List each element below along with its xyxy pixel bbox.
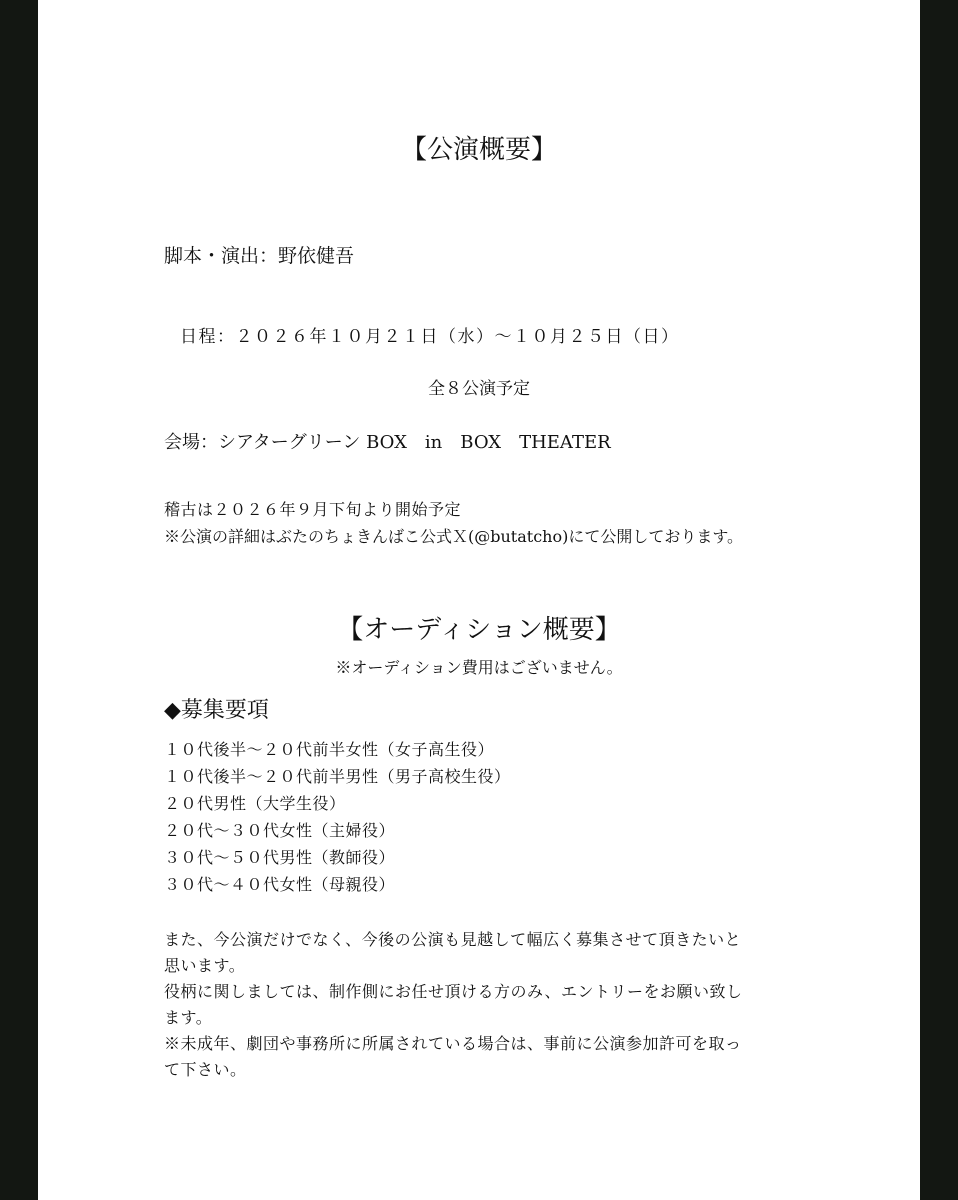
writer-director: 脚本・演出：野依健吾 [164,245,355,267]
details-note: ※公演の詳細はぶたのちょきんばこ公式Ｘ(@butatcho)にて公開しております。 [164,527,744,546]
performance-heading: 【公演概要】 [400,135,557,165]
audition-fee-note: ※オーディション費用はございません。 [335,658,623,677]
note-line: 役柄に関しましては、制作側にお任せ頂ける方のみ、エントリーをお願い致し [164,982,743,1001]
note-line: て下さい。 [164,1060,247,1079]
role-item: １０代後半～２０代前半男性（男子高校生役） [164,767,511,786]
note-line: また、今公演だけでなく、今後の公演も見越して幅広く募集させて頂きたいと [164,930,742,949]
venue: 会場：シアターグリーン BOX in BOX THEATER [164,432,611,453]
note-line: 思います。 [164,956,246,975]
recruitment-heading: ◆募集要項 [164,698,269,723]
role-item: ３０代～４０代女性（母親役） [164,875,396,894]
rehearsal-schedule: 稽古は２０２６年９月下旬より開始予定 [164,500,462,519]
document-page [38,0,920,1200]
role-item: ３０代～５０代男性（教師役） [164,848,396,867]
role-item: ２０代～３０代女性（主婦役） [164,821,396,840]
note-line: ※未成年、劇団や事務所に所属されている場合は、事前に公演参加許可を取っ [164,1034,742,1053]
schedule: 日程：２０２６年１０月２１日（水）～１０月２５日（日） [180,327,680,347]
note-line: ます。 [164,1008,213,1027]
role-item: １０代後半～２０代前半女性（女子高生役） [164,740,495,759]
audition-heading: 【オーディション概要】 [337,615,621,645]
show-count: 全８公演予定 [428,379,530,399]
role-item: ２０代男性（大学生役） [164,794,346,813]
